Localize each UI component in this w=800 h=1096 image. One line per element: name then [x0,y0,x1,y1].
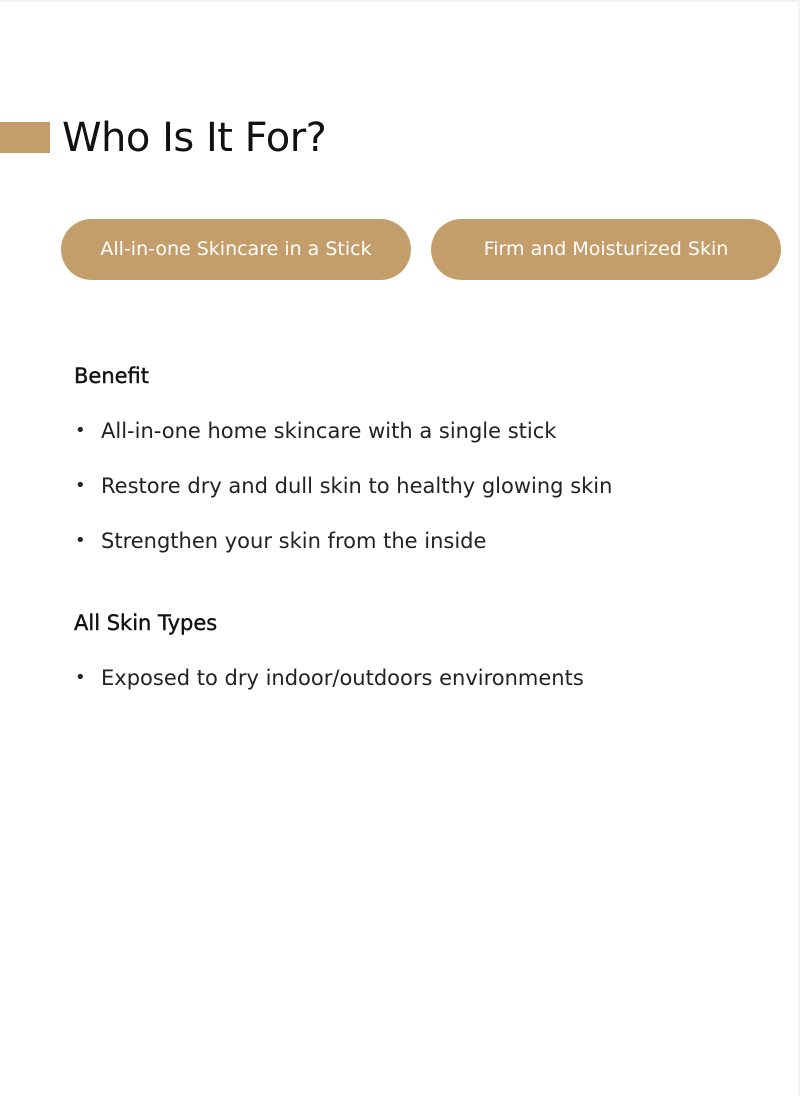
benefit-heading: Benefit [74,364,150,388]
bullet-icon: • [75,475,86,496]
top-divider [0,0,800,2]
skin-types-section [74,609,774,719]
list-item [74,527,774,582]
benefit-item-text: Restore dry and dull skin to healthy glowing skin [101,474,613,498]
skin-types-heading: All Skin Types [74,611,218,635]
benefit-section [74,362,774,582]
list-item [74,664,774,719]
section-header [0,110,800,166]
bullet-icon: • [75,667,86,688]
feature-pill-all-in-one: All-in-one Skincare in a Stick [61,219,411,280]
benefit-item-text: All-in-one home skincare with a single stick [101,419,557,443]
skin-types-list [74,664,774,719]
accent-bar [0,122,50,153]
list-item [74,417,774,472]
bullet-icon: • [75,420,86,441]
bullet-icon: • [75,530,86,551]
benefit-item-text: Strengthen your skin from the inside [101,529,487,553]
list-item [74,472,774,527]
benefit-list [74,417,774,582]
page-title: Who Is It For? [62,115,327,161]
skin-type-item-text: Exposed to dry indoor/outdoors environments [101,666,584,690]
feature-pill-firm-moisturized: Firm and Moisturized Skin [431,219,781,280]
feature-pills [61,219,791,280]
